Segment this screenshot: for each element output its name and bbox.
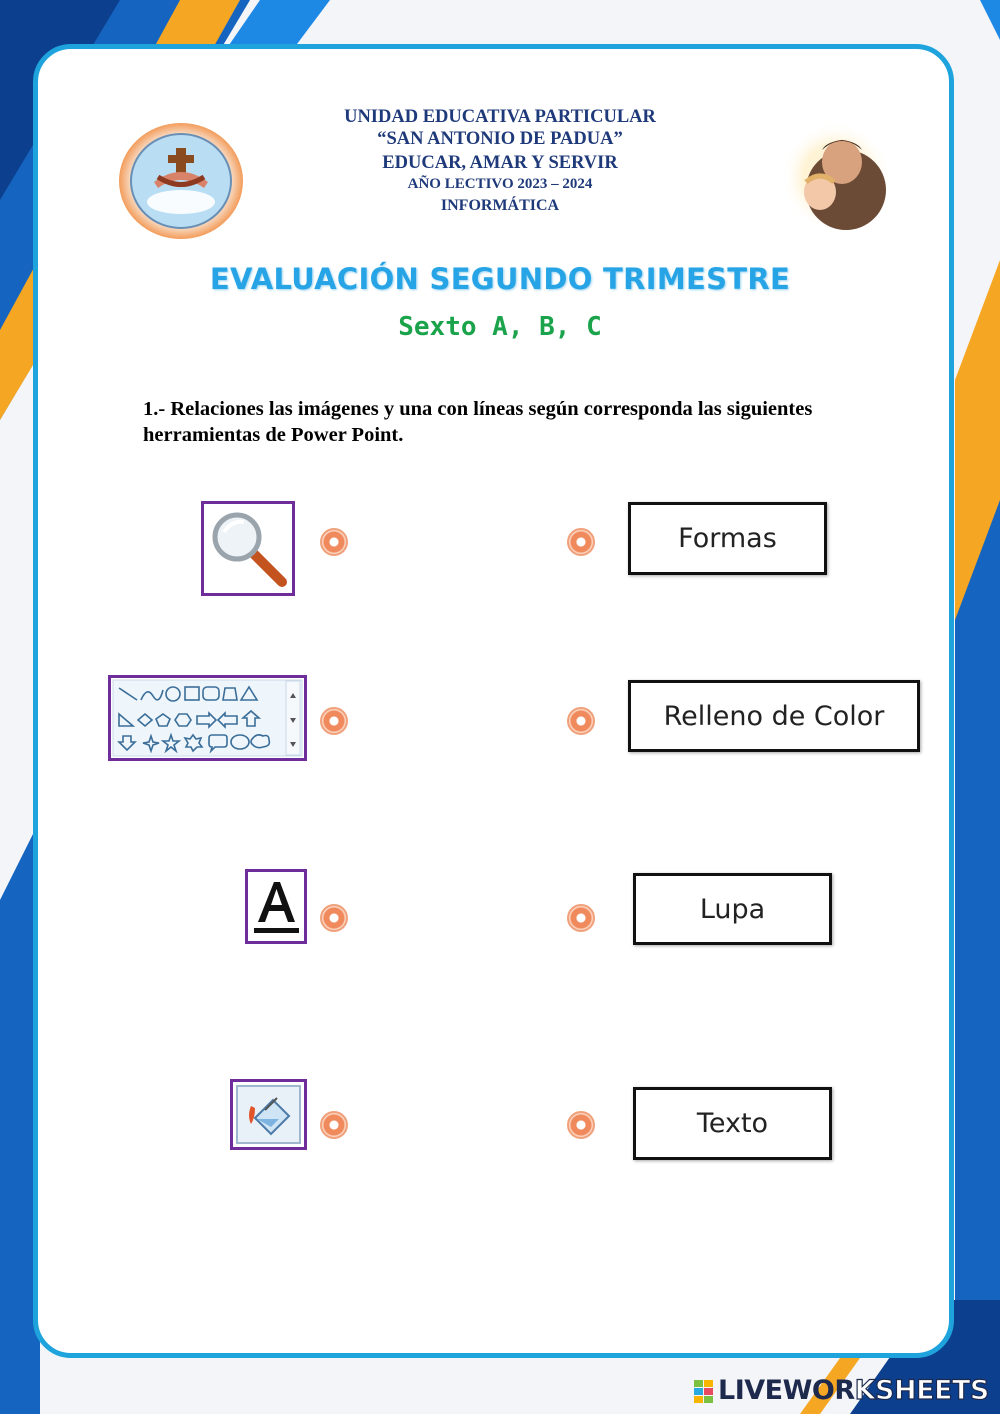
school-name: UNIDAD EDUCATIVA PARTICULAR: [344, 107, 656, 127]
shapes-gallery-icon-box: [108, 675, 307, 761]
subject-name: INFORMÁTICA: [440, 197, 560, 214]
question-text: 1.- Relaciones las imágenes y una con líneas según corresponda las siguientes herramientas de Power Point.: [143, 398, 813, 446]
page-subtitle: Sexto A, B, C: [398, 312, 602, 342]
school-patron: “SAN ANTONIO DE PADUA”: [377, 129, 623, 149]
text-a-icon: [248, 872, 304, 941]
shapes-gallery-icon: [111, 678, 304, 758]
fill-color-icon-box: [230, 1079, 307, 1150]
left-match-dot-1[interactable]: [320, 528, 348, 556]
saint-portrait-icon: [780, 120, 892, 235]
right-match-dot-4[interactable]: [567, 1111, 595, 1139]
answer-label-relleno-de-color[interactable]: Relleno de Color: [628, 680, 920, 752]
left-match-dot-4[interactable]: [320, 1111, 348, 1139]
fill-color-icon: [233, 1082, 304, 1147]
answer-label-lupa[interactable]: Lupa: [633, 873, 832, 945]
left-match-dot-2[interactable]: [320, 707, 348, 735]
answer-label-texto[interactable]: Texto: [633, 1087, 832, 1160]
school-seal-icon: [118, 122, 244, 240]
right-match-dot-1[interactable]: [567, 528, 595, 556]
liveworksheets-logo-icon: [694, 1378, 714, 1404]
school-year: AÑO LECTIVO 2023 – 2024: [407, 176, 593, 192]
text-a-icon-box: [245, 869, 307, 944]
page-title: EVALUACIÓN SEGUNDO TRIMESTRE: [209, 262, 791, 296]
liveworksheets-brand: [718, 1375, 989, 1406]
magnifier-icon: [204, 504, 292, 593]
right-match-dot-3[interactable]: [567, 904, 595, 932]
answer-label-formas[interactable]: Formas: [628, 502, 827, 575]
magnifier-icon-box: [201, 501, 295, 596]
brand-tail: KSHEETS: [854, 1375, 989, 1406]
brand-main: LIVEWOR: [718, 1375, 855, 1406]
right-match-dot-2[interactable]: [567, 707, 595, 735]
left-match-dot-3[interactable]: [320, 904, 348, 932]
school-motto: EDUCAR, AMAR Y SERVIR: [382, 153, 618, 173]
